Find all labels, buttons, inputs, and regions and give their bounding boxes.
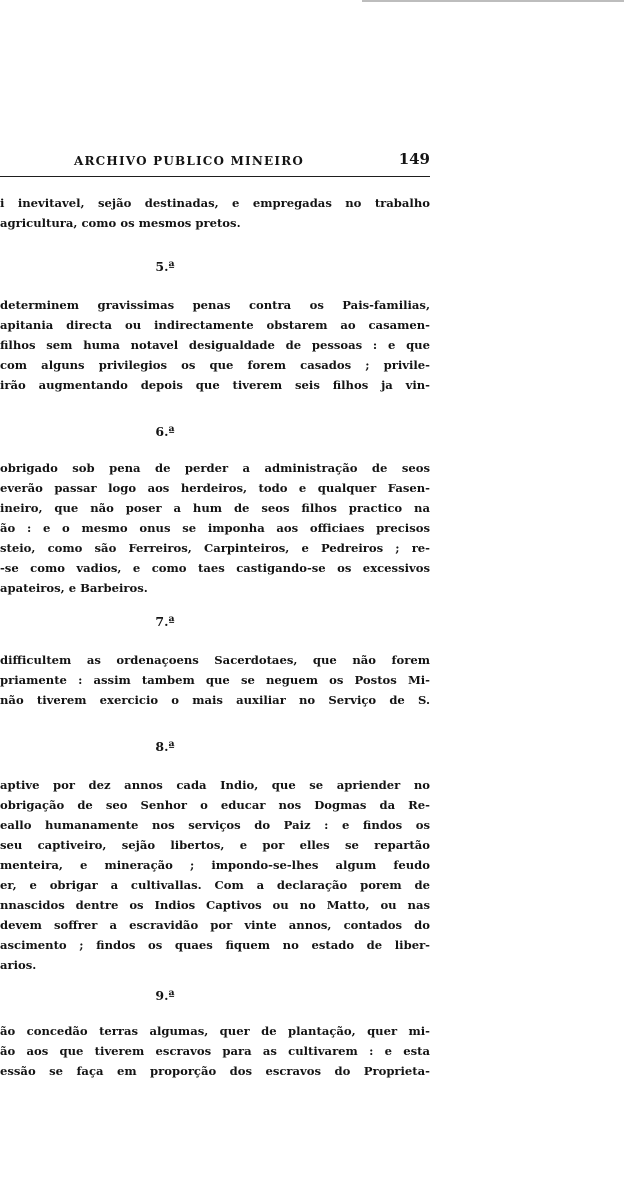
text-line: essão se faça em proporção dos escravos do Proprieta- — [0, 1064, 430, 1078]
text-line: everão passar logo aos herdeiros, todo e qualquer Fasen- — [0, 481, 430, 495]
text-line: ão aos que tiverem escravos para as cultivarem : e esta — [0, 1044, 430, 1058]
section-heading-6: 6.ª — [155, 424, 175, 439]
text-line: apitania directa ou indirectamente obstarem ao casamen- — [0, 318, 430, 332]
text-line: apateiros, e Barbeiros. — [0, 581, 148, 595]
text-line: -se como vadios, e como taes castigando-se os excessivos — [0, 561, 430, 575]
section-heading-9: 9.ª — [155, 988, 175, 1003]
text-line: arios. — [0, 958, 37, 972]
running-title: ARCHIVO PUBLICO MINEIRO — [74, 154, 305, 168]
text-line: não tiverem exercicio o mais auxiliar no Serviço de S. — [0, 693, 430, 707]
text-line: eallo humanamente nos serviços do Paiz : e findos os — [0, 818, 430, 832]
text-line: obrigado sob pena de perder a administração de seos — [0, 461, 430, 475]
text-line: er, e obrigar a cultivallas. Com a declaração porem de — [0, 878, 430, 892]
text-line: ineiro, que não poser a hum de seos filhos practico na — [0, 501, 430, 515]
text-line: agricultura, como os mesmos pretos. — [0, 216, 241, 230]
text-line: difficultem as ordenaçoens Sacerdotaes, que não forem — [0, 653, 430, 667]
section-heading-8: 8.ª — [155, 739, 175, 754]
text-line: ascimento ; findos os quaes fiquem no estado de liber- — [0, 938, 430, 952]
text-line: aptive por dez annos cada Indio, que se apriender no — [0, 778, 430, 792]
text-line: ão : e o mesmo onus se imponha aos officiaes precisos — [0, 521, 430, 535]
text-line: seu captiveiro, sejão libertos, e por elles se repartão — [0, 838, 430, 852]
text-line: determinem gravissimas penas contra os Pais-familias, — [0, 298, 430, 312]
text-line: priamente : assim tambem que se neguem os Postos Mi- — [0, 673, 430, 687]
text-line: ão concedão terras algumas, quer de plantação, quer mi- — [0, 1024, 430, 1038]
section-heading-7: 7.ª — [155, 614, 175, 629]
text-line: irão augmentando depois que tiverem seis filhos ja vin- — [0, 378, 430, 392]
header-rule — [0, 176, 430, 177]
text-line: devem soffrer a escravidão por vinte annos, contados do — [0, 918, 430, 932]
text-line: menteira, e mineração ; impondo-se-lhes algum feudo — [0, 858, 430, 872]
text-line: obrigação de seo Senhor o educar nos Dogmas da Re- — [0, 798, 430, 812]
text-line: i inevitavel, sejão destinadas, e empregadas no trabalho — [0, 196, 430, 210]
text-line: steio, como são Ferreiros, Carpinteiros, e Pedreiros ; re- — [0, 541, 430, 555]
running-header — [0, 150, 430, 172]
section-heading-5: 5.ª — [155, 259, 175, 274]
page-number: 149 — [398, 150, 430, 168]
text-line: filhos sem huma notavel desigualdade de pessoas : e que — [0, 338, 430, 352]
text-line: nnascidos dentre os Indios Captivos ou no Matto, ou nas — [0, 898, 430, 912]
text-line: com alguns privilegios os que forem casados ; privile- — [0, 358, 430, 372]
